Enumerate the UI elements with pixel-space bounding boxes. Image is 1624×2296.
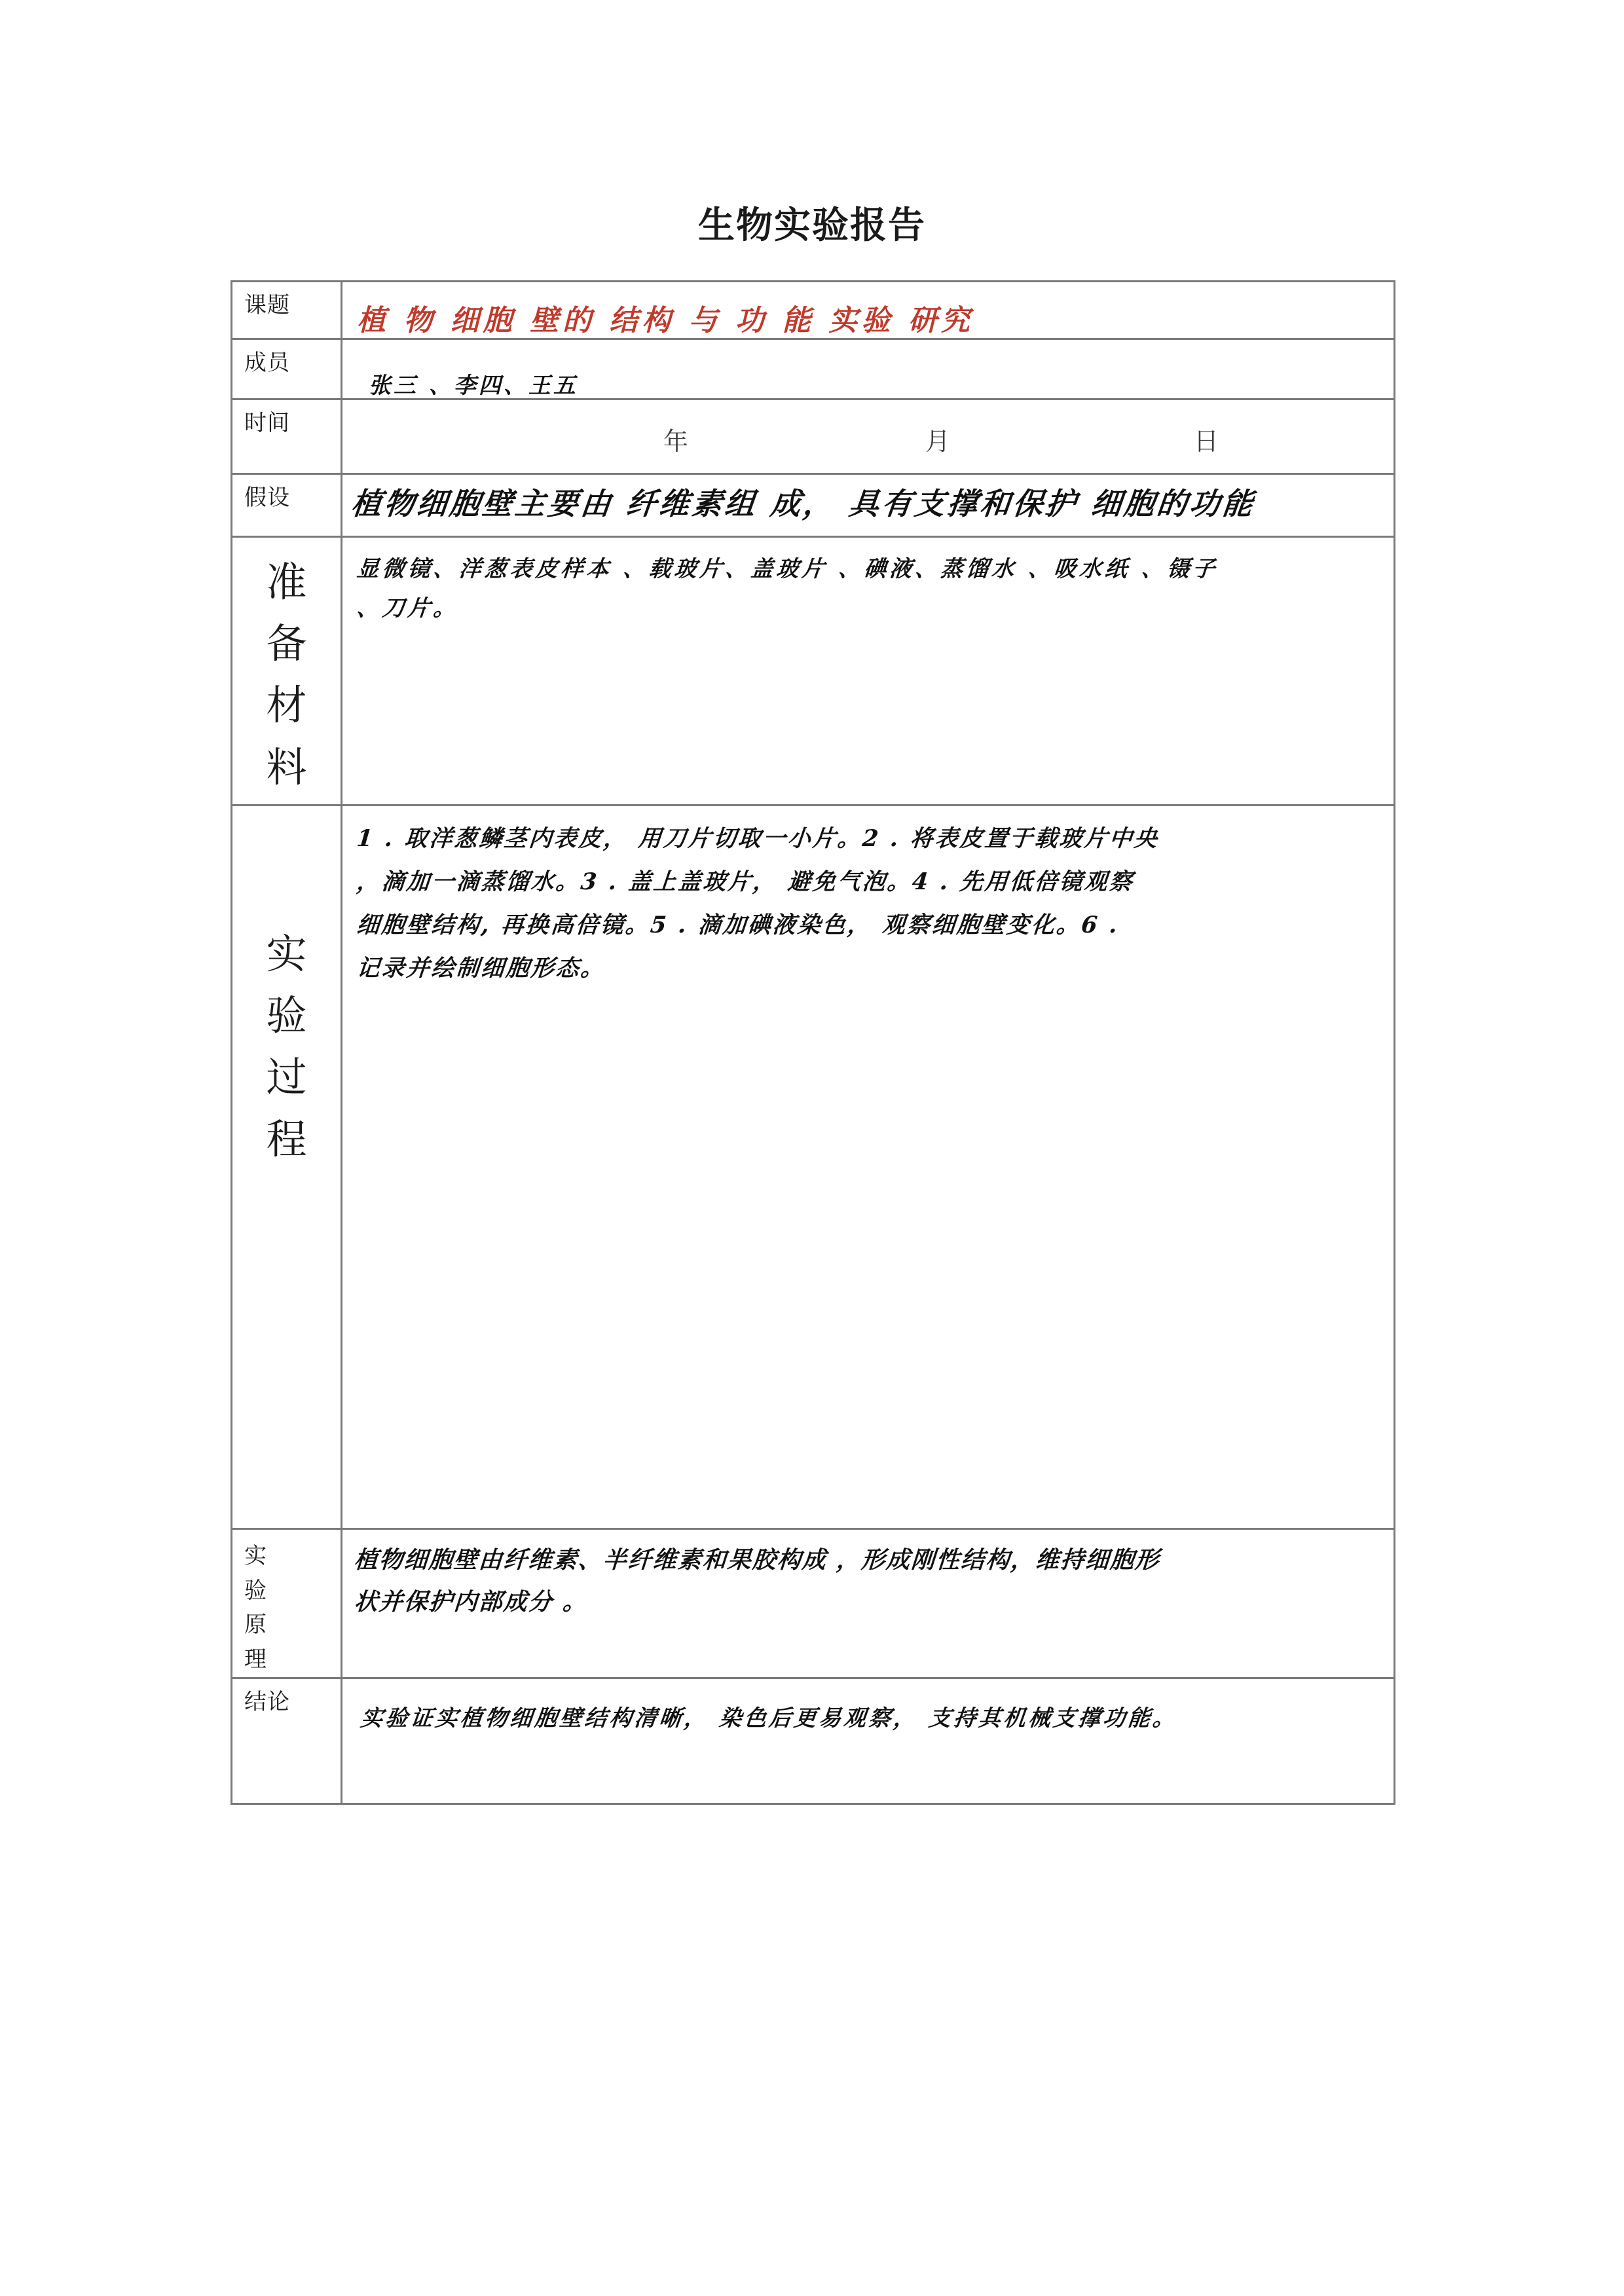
label-char: 材: [266, 684, 307, 729]
value-cell-theory[interactable]: [342, 1529, 1395, 1678]
value-cell-hypothesis[interactable]: [342, 474, 1395, 537]
value-cell-time[interactable]: [342, 399, 1395, 474]
label-char: 程: [266, 1117, 307, 1162]
date-year-unit: 年: [663, 428, 689, 456]
label-char: 实: [266, 933, 307, 977]
handwriting-process-line-3: 细胞壁结构, 再换高倍镜。5 . 滴加碘液染色， 观察细胞壁变化。6 .: [355, 912, 1120, 938]
row-label-hypothesis: 假设: [244, 485, 290, 510]
label-char: 备: [266, 622, 307, 667]
label-cell-time: [232, 399, 342, 474]
label-cell-hypothesis: [232, 474, 342, 537]
row-label-members: 成员: [244, 350, 290, 375]
value-cell-members[interactable]: [342, 339, 1395, 399]
handwriting-conclusion-line-1: 实验证实植物细胞壁结构清晰， 染色后更易观察， 支持其机械支撑功能。: [359, 1705, 1179, 1731]
handwriting-theory-line-2: 状并保护内部成分 。: [353, 1588, 589, 1616]
label-char: 验: [244, 1578, 267, 1603]
table-row-topic: [232, 282, 1395, 339]
table-row-materials: [232, 537, 1395, 805]
label-char: 实: [244, 1544, 267, 1568]
row-label-time: 时间: [244, 411, 290, 435]
value-cell-materials[interactable]: [342, 537, 1395, 805]
table-row-theory: [232, 1529, 1395, 1678]
label-cell-conclusion: [232, 1678, 342, 1804]
label-cell-materials: [232, 537, 342, 805]
handwriting-hypothesis: 植物细胞壁主要由 纤维素组 成， 具有支撑和保护 细胞的功能: [349, 486, 1257, 521]
table-row-members: [232, 339, 1395, 399]
table-row-time: [232, 399, 1395, 474]
label-char: 原: [244, 1612, 267, 1638]
handwriting-topic: 植 物 细胞 壁的 结构 与 功 能 实验 研究: [357, 304, 974, 337]
handwriting-materials-line-1: 显微镜、洋葱表皮样本 、载玻片、盖玻片 、碘液、蒸馏水 、吸水纸 、镊子: [355, 556, 1219, 582]
date-month-unit: 月: [925, 428, 951, 456]
label-char: 验: [266, 994, 307, 1039]
handwriting-process-line-2: ，滴加一滴蒸馏水。3 . 盖上盖玻片， 避免气泡。4 . 先用低倍镜观察: [355, 868, 1135, 895]
label-cell-topic: [232, 282, 342, 339]
page-title: 生物实验报告: [698, 204, 926, 246]
label-cell-members: [232, 339, 342, 399]
label-char: 过: [266, 1056, 307, 1101]
label-char: 理: [244, 1647, 267, 1673]
table-row-process: [232, 805, 1395, 1529]
date-day-unit: 日: [1194, 428, 1219, 456]
handwriting-members: 张三 、李四、王五: [369, 373, 578, 399]
row-label-topic: 课题: [244, 293, 290, 318]
row-label-materials: [232, 538, 341, 799]
label-char: 准: [266, 561, 307, 605]
table-row-hypothesis: [232, 474, 1395, 537]
row-label-theory: [232, 1530, 341, 1677]
handwriting-theory-line-1: 植物细胞壁由纤维素、半纤维素和果胶构成 ，形成刚性结构，维持细胞形: [353, 1546, 1161, 1574]
label-cell-process: [232, 805, 342, 1529]
label-cell-theory: [232, 1529, 342, 1678]
experiment-report-table: [231, 280, 1395, 1805]
handwriting-process-line-4: 记录并绘制细胞形态。: [355, 955, 607, 982]
table-row-conclusion: [232, 1678, 1395, 1804]
row-label-process: [232, 806, 341, 1171]
row-label-conclusion: 结论: [244, 1689, 290, 1714]
handwriting-materials-line-2: 、刀片。: [355, 595, 460, 621]
handwriting-process-line-1: 1 . 取洋葱鳞茎内表皮， 用刀片切取一小片。2 . 将表皮置于载玻片中央: [355, 825, 1160, 852]
value-cell-conclusion[interactable]: [342, 1678, 1395, 1804]
value-cell-topic[interactable]: [342, 282, 1395, 339]
label-char: 料: [266, 745, 307, 790]
value-cell-process[interactable]: [342, 805, 1395, 1529]
